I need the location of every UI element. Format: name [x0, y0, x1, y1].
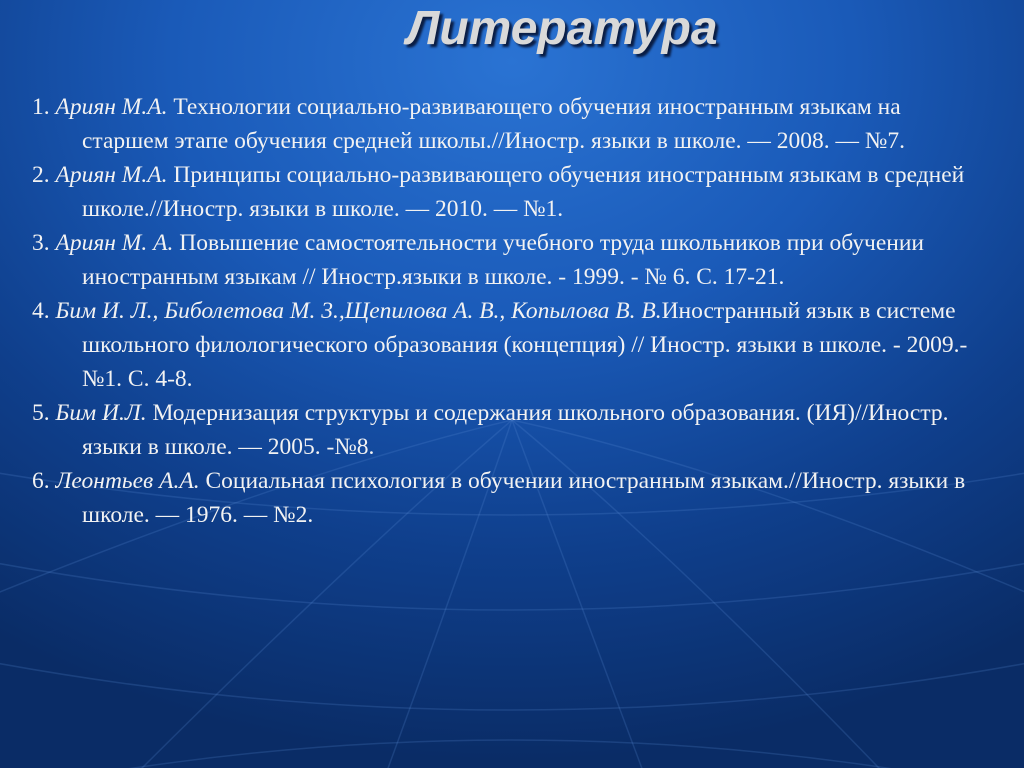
reference-number: 2. [32, 162, 50, 188]
reference-number: 5. [32, 400, 50, 426]
reference-author: Ариян М. А. [55, 230, 174, 256]
reference-text: Технологии социально-развивающего обучения иностранным языкам на старшем этапе обучения средней школы.//Иностр. языки в школе. — 2008. — №7. [82, 94, 905, 154]
reference-text: Социальная психология в обучении иностранным языкам.//Иностр. языки в школе. — 1976. — №2. [82, 468, 966, 528]
reference-item [32, 464, 982, 532]
reference-item [32, 226, 982, 294]
reference-text: Иностранный язык в системе школьного филологического образования (концепция) // Иностр. языки в школе. - 2009.- №1. С. 4-8. [82, 298, 968, 392]
reference-number: 4. [32, 298, 50, 324]
reference-author: Бим И. Л., Биболетова М. 3.,Щепилова А. В., Копылова В. В. [55, 298, 662, 324]
reference-number: 6. [32, 468, 50, 494]
reference-author: Ариян М.А. [55, 94, 168, 120]
reference-number: 3. [32, 230, 50, 256]
reference-item [32, 396, 982, 464]
reference-number: 1. [32, 94, 50, 120]
reference-item [32, 90, 982, 158]
reference-item [32, 294, 982, 396]
reference-text: Принципы социально-развивающего обучения иностранным языкам в средней школе.//Иностр. языки в школе. — 2010. — №1. [82, 162, 965, 222]
reference-author: Ариян М.А. [55, 162, 168, 188]
reference-text: Модернизация структуры и содержания школьного образования. (ИЯ)//Иностр. языки в школе. — 2005. -№8. [82, 400, 949, 460]
reference-list [32, 90, 982, 532]
reference-text: Повышение самостоятельности учебного труда школьников при обучении иностранным языкам // Иностр.языки в школе. - 1999. - № 6. С. 17-21. [82, 230, 925, 290]
reference-item [32, 158, 982, 226]
slide-title: Литература [406, 2, 718, 55]
reference-author: Леонтьев А.А. [55, 468, 200, 494]
reference-author: Бим И.Л. [55, 400, 147, 426]
